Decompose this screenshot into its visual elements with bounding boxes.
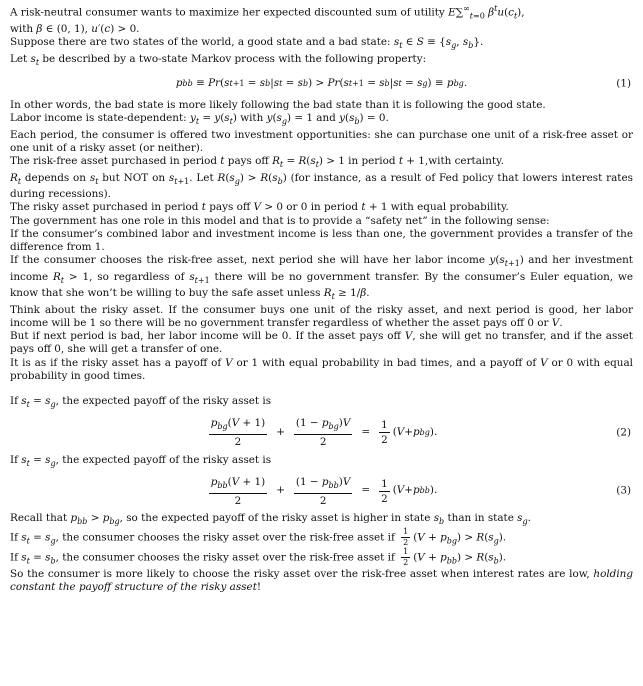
paragraph-rate-dependence: $R_t$ depends on $s_t$ but NOT on $s_{t+1}$. Let $R(s_g) > R(s_b)$ (for instance, as a result of Fed policy that lowers interest rates during recessions). xyxy=(10,171,633,200)
paragraph-risky-good: Think about the risky asset. If the consumer buys one unit of the risky asset, and next period is good, her labor income will be 1 so there will be no government transfer regardless of whether the asset pays off 0 or V. xyxy=(10,303,633,329)
paragraph-risky-asset: The risky asset purchased in period t pays off V > 0 or 0 in period t + 1 with equal probability. xyxy=(10,201,509,214)
equation-2: $\frac{p_{bg}(V + 1)}{2}$ + $\frac{(1 - p_{bg})V}{2}$ = $\frac{1}{2}$ ( V + p bg ). (2) xyxy=(210,417,631,449)
paragraph-expected-second: If $s_t = s_g$, the expected payoff of the risky asset is xyxy=(10,453,272,468)
paragraph-markov: Let $s_t$ be described by a two-state Markov process with the following property: xyxy=(10,52,427,67)
equation-3: $\frac{p_{bb}(V + 1)}{2}$ + $\frac{(1 - p_{bb})V}{2}$ = $\frac{1}{2}$ ( V + p bb ). (3) xyxy=(210,475,631,507)
equation-number: (3) xyxy=(616,484,631,497)
paragraph-opportunities: Each period, the consumer is offered two investment opportunities: she can purchase one unit of a risk-free asset or one unit of a risky asset (or neither). xyxy=(10,128,633,154)
conclusion-text: So the consumer is more likely to choose the risky asset over the risk-free asset when interest rates are low, xyxy=(10,568,594,581)
paragraph-conclusion xyxy=(10,568,633,595)
paragraph-government: The government has one role in this model and that is to provide a “safety net” in the following sense: xyxy=(10,214,550,227)
equation-number: (2) xyxy=(616,426,631,439)
paragraph-choice-good: If $s_t = s_g$, the consumer chooses the risky asset over the risk-free asset if $\frac{1}{2}$ $(V + p_{bg}) > R(s_g)$. xyxy=(10,527,507,548)
paragraph-expected-good: If $s_t = s_g$, the expected payoff of the risky asset is xyxy=(10,395,272,410)
paragraph-labor-income: Labor income is state-dependent: $y_t = y(s_t)$ with $y(s_g) = 1$ and $y(s_b) = 0$. xyxy=(10,112,389,127)
paragraph-risk-free-choice: If the consumer chooses the risk-free asset, next period she will have her labor income $y(s_{t+1})$ and her investment income $R_t > 1$, so regardless of $s_{t+1}$ there will be no government transfer. By the consumer’s Euler equation, we know that she won’t be willing to buy the safe asset unless $R_t \ge 1/\beta$. xyxy=(10,254,633,302)
paragraph-objective: A risk-neutral consumer wants to maximize her expected discounted sum of utility $E\sum^\infty_{t=0}$ $\beta^tu(c_t)$, with β ∈ (0, 1), u′(c) > 0. xyxy=(10,4,525,35)
paragraph-transfer: If the consumer’s combined labor and investment income is less than one, the government provides a transfer of the difference from 1. xyxy=(10,227,633,254)
conclusion-end: ! xyxy=(256,581,262,594)
paragraph-as-if: It is as if the risky asset has a payoff of V or 1 with equal probability in bad times, and a payoff of V or 0 with equal probability in good times. xyxy=(10,356,634,382)
conclusion-emphasis: holding constant the payoff structure of the risky asset xyxy=(10,568,633,594)
paragraph-risky-bad: But if next period is bad, her labor income will be 0. If the asset pays off V, she will get no transfer, and if the asset pays off 0, she will get a transfer of one. xyxy=(10,330,633,356)
equation-1: p bb ≡ Pr ( s t+1 = s b | s t = s b ) > Pr ( s t+1 = s b | s t = s g ) ≡ p bg . (1) xyxy=(175,77,631,90)
paragraph-choice-bad: If $s_t = s_b$, the consumer chooses the risky asset over the risk-free asset if $\frac{1}{2}$ $(V + p_{bb}) > R(s_b)$. xyxy=(10,547,507,568)
paragraph-risk-free: The risk-free asset purchased in period t pays off $R_t = R(s_t) > 1$ in period t + 1,with certainty. xyxy=(10,155,504,170)
paragraph-recall: Recall that $p_{bb} > p_{bg}$, so the expected payoff of the risky asset is higher in state $s_b$ than in state $s_g$. xyxy=(10,512,531,527)
paragraph-states: Suppose there are two states of the world, a good state and a bad state: $s_t$ ∈ $S \equiv \{s_g$, $s_b$}. xyxy=(10,36,484,51)
equation-number: (1) xyxy=(616,77,631,90)
paragraph-interpretation: In other words, the bad state is more likely following the bad state than it is following the good state. xyxy=(10,98,546,111)
